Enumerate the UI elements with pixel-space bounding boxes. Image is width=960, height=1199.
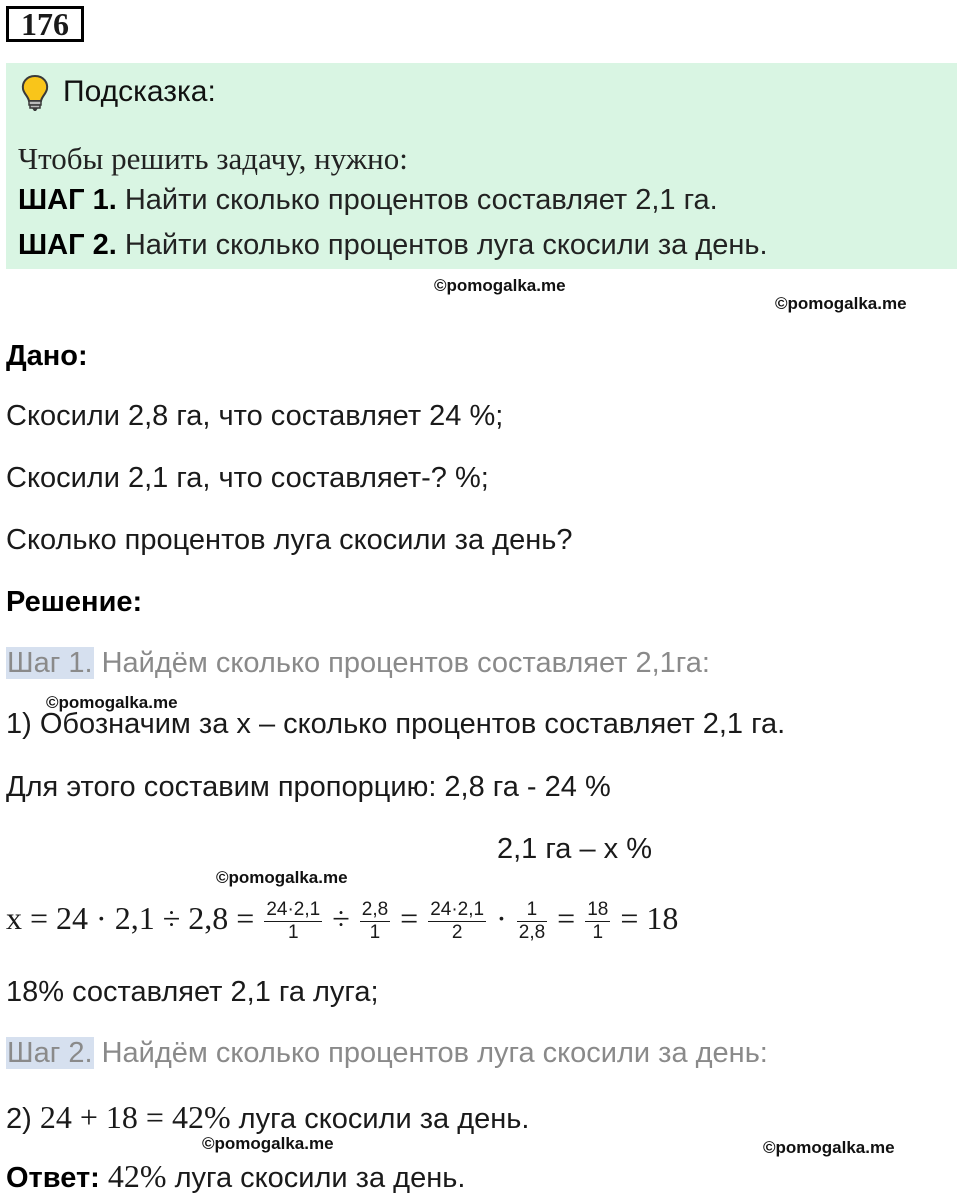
fraction-numerator: 24·2,1 bbox=[266, 899, 321, 921]
hint-intro: Чтобы решить задачу, нужно: bbox=[18, 141, 408, 176]
step-2-suffix: луга скосили за день. bbox=[238, 1103, 530, 1135]
operator: = bbox=[400, 900, 419, 936]
watermark: ©pomogalka.me bbox=[46, 693, 178, 712]
step-2-expression: 24 + 18 = 42% bbox=[39, 1099, 231, 1135]
fraction bbox=[360, 899, 390, 944]
watermark: ©pomogalka.me bbox=[434, 276, 566, 295]
fraction-numerator: 2,8 bbox=[361, 899, 389, 921]
fraction bbox=[517, 899, 547, 944]
solution-heading: Решение: bbox=[6, 586, 143, 618]
fraction bbox=[428, 899, 486, 944]
fraction-numerator: 18 bbox=[587, 899, 609, 921]
watermark: ©pomogalka.me bbox=[216, 868, 348, 887]
fraction-denominator: 1 bbox=[369, 922, 381, 944]
hint-title: Подсказка: bbox=[63, 75, 216, 108]
equation-result: = 18 bbox=[620, 900, 679, 936]
fraction-numerator: 24·2,1 bbox=[430, 899, 485, 921]
fraction-denominator: 2 bbox=[451, 922, 463, 944]
operator: = bbox=[557, 900, 576, 936]
hint-step-1 bbox=[18, 184, 718, 217]
step-2-text: Найдём сколько процентов луга скосили за день: bbox=[101, 1037, 768, 1069]
hint-step-1-text: Найти сколько процентов составляет 2,1 га. bbox=[124, 184, 718, 216]
given-line-3: Сколько процентов луга скосили за день? bbox=[6, 524, 573, 556]
step-2-header bbox=[6, 1037, 768, 1070]
proportion-line-1: Для этого составим пропорцию: 2,8 га - 24 % bbox=[6, 771, 611, 803]
lightbulb-icon bbox=[18, 73, 52, 113]
answer-value: 42% bbox=[107, 1158, 167, 1194]
fraction bbox=[264, 899, 322, 944]
watermark: ©pomogalka.me bbox=[202, 1134, 334, 1153]
fraction-numerator: 1 bbox=[517, 899, 547, 922]
watermark: ©pomogalka.me bbox=[763, 1138, 895, 1157]
given-line-1: Скосили 2,8 га, что составляет 24 %; bbox=[6, 400, 504, 432]
step-1-item: 1) Обозначим за x – сколько процентов составляет 2,1 га. bbox=[6, 708, 786, 740]
given-heading: Дано: bbox=[6, 340, 88, 372]
given-line-2: Скосили 2,1 га, что составляет-? %; bbox=[6, 462, 489, 494]
hint-step-2-text: Найти сколько процентов луга скосили за день. bbox=[124, 229, 768, 261]
answer-line bbox=[6, 1158, 465, 1195]
step-1-header bbox=[6, 647, 710, 680]
answer-text: луга скосили за день. bbox=[174, 1162, 466, 1194]
fraction-denominator: 1 bbox=[592, 922, 604, 944]
step-2-line bbox=[6, 1099, 529, 1136]
equation-lhs: x = 24 · 2,1 ÷ 2,8 = bbox=[6, 900, 255, 936]
operator: · bbox=[496, 900, 507, 936]
hint-step-2 bbox=[18, 229, 768, 262]
watermark: ©pomogalka.me bbox=[775, 294, 907, 313]
fraction-denominator: 2,8 bbox=[518, 922, 546, 944]
proportion-line-2: 2,1 га – x % bbox=[497, 833, 653, 865]
hint-step-2-label: ШАГ 2. bbox=[18, 229, 117, 261]
step-1-text: Найдём сколько процентов составляет 2,1га: bbox=[101, 647, 710, 679]
step-2-prefix: 2) bbox=[6, 1103, 32, 1135]
fraction bbox=[585, 899, 610, 944]
step-1-tag: Шаг 1. bbox=[7, 647, 93, 679]
fraction-denominator: 1 bbox=[287, 922, 299, 944]
answer-label: Ответ: bbox=[6, 1162, 100, 1194]
operator: ÷ bbox=[332, 900, 350, 936]
equation bbox=[6, 893, 678, 944]
hint-step-1-label: ШАГ 1. bbox=[18, 184, 117, 216]
step-2-tag: Шаг 2. bbox=[7, 1037, 93, 1069]
task-number: 176 bbox=[6, 6, 84, 42]
step-1-conclusion: 18% составляет 2,1 га луга; bbox=[6, 976, 379, 1008]
